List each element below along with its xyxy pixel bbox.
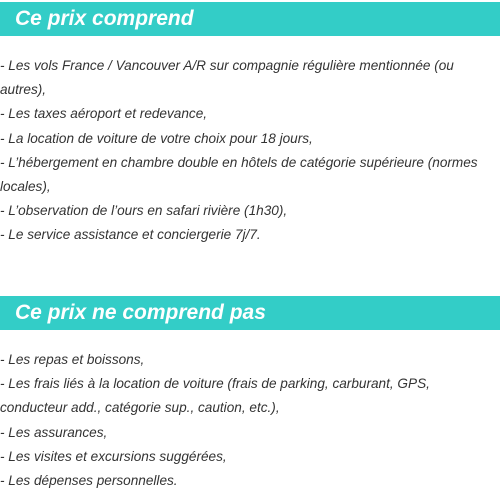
list-item: - Les repas et boissons, [0, 352, 145, 367]
list-item: - Les vols France / Vancouver A/R sur compagnie régulière mentionnée (ou autres), [0, 58, 454, 98]
list-item: - La location de voiture de votre choix pour 18 jours, [0, 130, 313, 146]
price-includes-list [0, 54, 498, 248]
list-item: - L’hébergement en chambre double en hôtels de catégorie supérieure (normes locales), [0, 154, 478, 195]
list-item: - Les assurances, [0, 424, 108, 440]
list-item: - Les taxes aéroport et redevance, [0, 106, 208, 122]
list-item: - L’observation de l’ours en safari rivière (1h30), [0, 203, 288, 219]
price-excludes-list [0, 348, 498, 493]
section-header-price-excludes: Ce prix ne comprend pas [0, 296, 500, 330]
list-item: - Les visites et excursions suggérées, [0, 448, 227, 464]
section-header-price-includes: Ce prix comprend [0, 2, 500, 36]
list-item: - Le service assistance et conciergerie 7j/7. [0, 227, 261, 243]
list-item: - Les dépenses personnelles. [0, 473, 178, 489]
list-item: - Les frais liés à la location de voiture (frais de parking, carburant, GPS, conducteur add., catégorie sup., caution, etc.), [0, 376, 430, 416]
